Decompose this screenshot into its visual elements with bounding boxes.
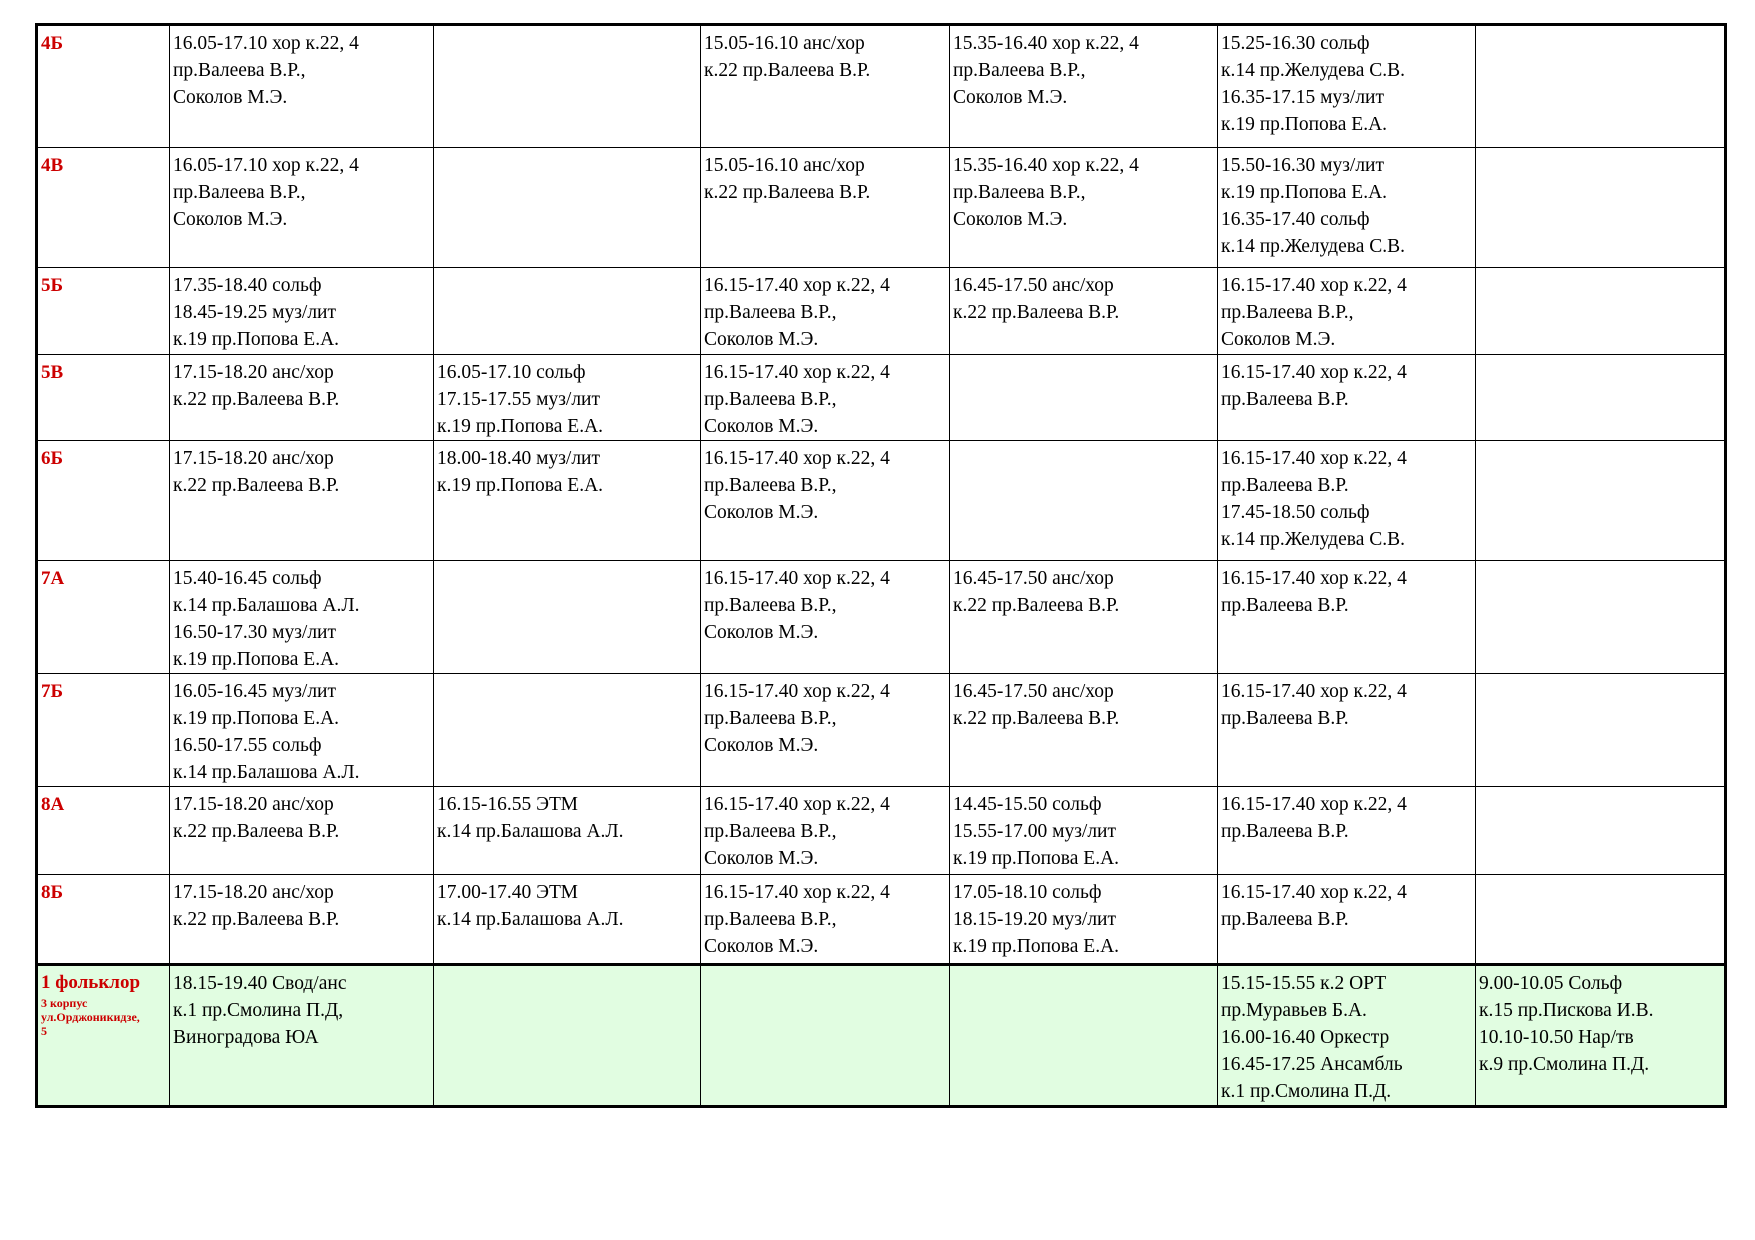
lesson-line: к.22 пр.Валеева В.Р. — [173, 909, 340, 930]
lesson-line: к.19 пр.Попова Е.А. — [953, 848, 1120, 869]
schedule-cell — [1218, 787, 1476, 875]
folklore-row — [37, 965, 1726, 1107]
schedule-cell — [1218, 561, 1476, 674]
schedule-cell — [950, 355, 1218, 441]
lesson-line: 17.15-18.20 анс/хор — [173, 448, 334, 469]
lesson-line: 16.15-17.40 хор к.22, 4 — [704, 794, 890, 815]
lesson-line: 15.05-16.10 анс/хор — [704, 155, 865, 176]
lesson-line: Соколов М.Э. — [173, 209, 288, 230]
lesson-line: 17.15-17.55 муз/лит — [437, 389, 601, 410]
lesson-line: 16.35-17.40 сольф — [1221, 209, 1370, 230]
lesson-line: 16.15-17.40 хор к.22, 4 — [1221, 448, 1407, 469]
folklore-cell — [1476, 965, 1726, 1107]
schedule-cell — [170, 561, 434, 674]
schedule-cell — [434, 268, 701, 355]
lesson-line: 16.00-16.40 Оркестр — [1221, 1027, 1390, 1048]
lesson-line: 17.15-18.20 анс/хор — [173, 362, 334, 383]
lesson-line: к.19 пр.Попова Е.А. — [173, 708, 340, 729]
lesson-line: Соколов М.Э. — [704, 502, 819, 523]
schedule-cell — [170, 674, 434, 787]
lesson-line: Соколов М.Э. — [704, 622, 819, 643]
lesson-line: к.22 пр.Валеева В.Р. — [704, 182, 871, 203]
lesson-line: пр.Валеева В.Р., — [704, 595, 837, 616]
lesson-line: пр.Валеева В.Р. — [1221, 595, 1349, 616]
lesson-line: 15.35-16.40 хор к.22, 4 — [953, 155, 1139, 176]
group-label: 4Б — [37, 25, 170, 148]
lesson-line: 16.05-16.45 муз/лит — [173, 681, 337, 702]
schedule-cell — [950, 787, 1218, 875]
schedule-cell — [1218, 148, 1476, 268]
group-label: 5Б — [37, 268, 170, 355]
schedule-cell — [950, 561, 1218, 674]
folklore-street: ул.Орджоникидзе, — [41, 1010, 140, 1024]
lesson-line: 15.15-15.55 к.2 ОРТ — [1221, 973, 1387, 994]
lesson-line: 16.15-17.40 хор к.22, 4 — [1221, 568, 1407, 589]
schedule-cell — [701, 268, 950, 355]
folklore-cell — [170, 965, 434, 1107]
lesson-line: 16.50-17.30 муз/лит — [173, 622, 337, 643]
lesson-line: к.14 пр.Балашова А.Л. — [173, 762, 360, 783]
group-label: 7Б — [37, 674, 170, 787]
lesson-line: 16.45-17.50 анс/хор — [953, 275, 1114, 296]
schedule-cell — [1476, 441, 1726, 561]
schedule-row — [37, 674, 1726, 787]
lesson-line: к.19 пр.Попова Е.А. — [173, 649, 340, 670]
schedule-cell — [434, 787, 701, 875]
lesson-line: 16.45-17.25 Ансамбль — [1221, 1054, 1403, 1075]
lesson-line: к.14 пр.Балашова А.Л. — [173, 595, 360, 616]
schedule-cell — [434, 355, 701, 441]
lesson-line: к.1 пр.Смолина П.Д, — [173, 1000, 344, 1021]
schedule-row — [37, 148, 1726, 268]
lesson-line: Соколов М.Э. — [704, 735, 819, 756]
lesson-line: 18.00-18.40 муз/лит — [437, 448, 601, 469]
lesson-line: 18.15-19.20 муз/лит — [953, 909, 1117, 930]
lesson-line: 17.00-17.40 ЭТМ — [437, 882, 578, 903]
lesson-line: Соколов М.Э. — [704, 416, 819, 437]
folklore-cell — [434, 965, 701, 1107]
lesson-line: к.9 пр.Смолина П.Д. — [1479, 1054, 1650, 1075]
lesson-line: 16.15-17.40 хор к.22, 4 — [704, 568, 890, 589]
schedule-cell — [170, 355, 434, 441]
lesson-line: 15.40-16.45 сольф — [173, 568, 322, 589]
lesson-line: пр.Валеева В.Р., — [1221, 302, 1354, 323]
lesson-line: Соколов М.Э. — [1221, 329, 1336, 350]
lesson-line: 9.00-10.05 Сольф — [1479, 973, 1623, 994]
lesson-line: к.19 пр.Попова Е.А. — [1221, 114, 1388, 135]
lesson-line: 15.35-16.40 хор к.22, 4 — [953, 33, 1139, 54]
lesson-line: к.22 пр.Валеева В.Р. — [173, 389, 340, 410]
lesson-line: пр.Валеева В.Р., — [704, 389, 837, 410]
schedule-cell — [701, 441, 950, 561]
lesson-line: 17.05-18.10 сольф — [953, 882, 1102, 903]
schedule-cell — [950, 441, 1218, 561]
lesson-line: пр.Валеева В.Р. — [1221, 821, 1349, 842]
lesson-line: 16.15-17.40 хор к.22, 4 — [704, 448, 890, 469]
lesson-line: 16.45-17.50 анс/хор — [953, 568, 1114, 589]
lesson-line: Соколов М.Э. — [173, 87, 288, 108]
lesson-line: к.19 пр.Попова Е.А. — [173, 329, 340, 350]
lesson-line: к.15 пр.Пискова И.В. — [1479, 1000, 1654, 1021]
schedule-cell — [434, 561, 701, 674]
lesson-line: пр.Валеева В.Р. — [1221, 389, 1349, 410]
schedule-cell — [701, 787, 950, 875]
group-label: 8Б — [37, 875, 170, 965]
lesson-line: пр.Валеева В.Р., — [704, 909, 837, 930]
schedule-cell — [434, 25, 701, 148]
lesson-line: 16.15-17.40 хор к.22, 4 — [704, 882, 890, 903]
lesson-line: к.22 пр.Валеева В.Р. — [704, 60, 871, 81]
lesson-line: к.19 пр.Попова Е.А. — [953, 936, 1120, 957]
schedule-row — [37, 268, 1726, 355]
lesson-line: Соколов М.Э. — [953, 87, 1068, 108]
schedule-cell — [1476, 355, 1726, 441]
lesson-line: 10.10-10.50 Нар/тв — [1479, 1027, 1634, 1048]
lesson-line: Виноградова ЮА — [173, 1027, 319, 1048]
lesson-line: пр.Валеева В.Р., — [704, 821, 837, 842]
lesson-line: Соколов М.Э. — [953, 209, 1068, 230]
lesson-line: к.14 пр.Желудева С.В. — [1221, 529, 1405, 550]
schedule-cell — [701, 561, 950, 674]
lesson-line: 16.05-17.10 сольф — [437, 362, 586, 383]
lesson-line: 17.15-18.20 анс/хор — [173, 882, 334, 903]
lesson-line: Соколов М.Э. — [704, 329, 819, 350]
schedule-cell — [1476, 268, 1726, 355]
lesson-line: 16.45-17.50 анс/хор — [953, 681, 1114, 702]
schedule-cell — [170, 441, 434, 561]
schedule-row — [37, 561, 1726, 674]
lesson-line: 16.15-17.40 хор к.22, 4 — [704, 362, 890, 383]
schedule-cell — [170, 268, 434, 355]
lesson-line: 16.15-17.40 хор к.22, 4 — [704, 681, 890, 702]
schedule-row — [37, 25, 1726, 148]
folklore-group-cell — [37, 965, 170, 1107]
lesson-line: пр.Валеева В.Р. — [1221, 475, 1349, 496]
folklore-cell — [1218, 965, 1476, 1107]
lesson-line: 16.15-16.55 ЭТМ — [437, 794, 578, 815]
schedule-cell — [170, 25, 434, 148]
lesson-line: к.22 пр.Валеева В.Р. — [173, 475, 340, 496]
lesson-line: 17.45-18.50 сольф — [1221, 502, 1370, 523]
lesson-line: 15.55-17.00 муз/лит — [953, 821, 1117, 842]
lesson-line: пр.Валеева В.Р., — [173, 182, 306, 203]
schedule-cell — [1218, 674, 1476, 787]
lesson-line: пр.Валеева В.Р. — [1221, 708, 1349, 729]
schedule-row — [37, 441, 1726, 561]
group-label: 7А — [37, 561, 170, 674]
lesson-line: 16.15-17.40 хор к.22, 4 — [1221, 681, 1407, 702]
group-label: 6Б — [37, 441, 170, 561]
lesson-line: 16.05-17.10 хор к.22, 4 — [173, 155, 359, 176]
schedule-row — [37, 875, 1726, 965]
schedule-cell — [1218, 268, 1476, 355]
lesson-line: 17.35-18.40 сольф — [173, 275, 322, 296]
schedule-cell — [950, 268, 1218, 355]
lesson-line: к.14 пр.Балашова А.Л. — [437, 821, 624, 842]
schedule-cell — [950, 148, 1218, 268]
lesson-line: к.22 пр.Валеева В.Р. — [953, 708, 1120, 729]
schedule-cell — [1476, 875, 1726, 965]
schedule-cell — [1476, 561, 1726, 674]
lesson-line: к.22 пр.Валеева В.Р. — [953, 302, 1120, 323]
lesson-line: к.19 пр.Попова Е.А. — [437, 416, 604, 437]
lesson-line: 18.45-19.25 муз/лит — [173, 302, 337, 323]
folklore-house-number: 5 — [41, 1024, 47, 1038]
schedule-cell — [170, 787, 434, 875]
lesson-line: 18.15-19.40 Свод/анс — [173, 973, 347, 994]
lesson-line: 14.45-15.50 сольф — [953, 794, 1102, 815]
schedule-cell — [701, 674, 950, 787]
lesson-line: 15.50-16.30 муз/лит — [1221, 155, 1385, 176]
schedule-cell — [170, 875, 434, 965]
schedule-cell — [701, 148, 950, 268]
schedule-cell — [170, 148, 434, 268]
schedule-cell — [434, 441, 701, 561]
lesson-line: 15.25-16.30 сольф — [1221, 33, 1370, 54]
folklore-cell — [950, 965, 1218, 1107]
lesson-line: к.14 пр.Желудева С.В. — [1221, 60, 1405, 81]
schedule-cell — [950, 674, 1218, 787]
group-label: 5В — [37, 355, 170, 441]
schedule-cell — [434, 674, 701, 787]
lesson-line: пр.Муравьев Б.А. — [1221, 1000, 1367, 1021]
folklore-building: 3 корпус — [41, 996, 88, 1010]
schedule-cell — [1218, 441, 1476, 561]
lesson-line: 16.35-17.15 муз/лит — [1221, 87, 1385, 108]
group-label: 4В — [37, 148, 170, 268]
group-label: 8А — [37, 787, 170, 875]
lesson-line: пр.Валеева В.Р., — [704, 475, 837, 496]
lesson-line: к.22 пр.Валеева В.Р. — [953, 595, 1120, 616]
schedule-cell — [1218, 25, 1476, 148]
lesson-line: 16.15-17.40 хор к.22, 4 — [1221, 794, 1407, 815]
schedule-cell — [701, 875, 950, 965]
lesson-line: пр.Валеева В.Р., — [704, 708, 837, 729]
lesson-line: к.14 пр.Балашова А.Л. — [437, 909, 624, 930]
lesson-line: к.19 пр.Попова Е.А. — [437, 475, 604, 496]
schedule-body — [37, 25, 1726, 1107]
folklore-cell — [701, 965, 950, 1107]
schedule-row — [37, 787, 1726, 875]
schedule-cell — [950, 25, 1218, 148]
lesson-line: Соколов М.Э. — [704, 848, 819, 869]
schedule-cell — [434, 148, 701, 268]
lesson-line: к.14 пр.Желудева С.В. — [1221, 236, 1405, 257]
lesson-line: 16.15-17.40 хор к.22, 4 — [1221, 882, 1407, 903]
schedule-table — [35, 23, 1727, 1108]
lesson-line: пр.Валеева В.Р. — [1221, 909, 1349, 930]
schedule-cell — [1218, 355, 1476, 441]
schedule-row — [37, 355, 1726, 441]
schedule-cell — [434, 875, 701, 965]
schedule-cell — [1476, 674, 1726, 787]
lesson-line: к.19 пр.Попова Е.А. — [1221, 182, 1388, 203]
lesson-line: 16.15-17.40 хор к.22, 4 — [1221, 362, 1407, 383]
schedule-cell — [1476, 787, 1726, 875]
lesson-line: 15.05-16.10 анс/хор — [704, 33, 865, 54]
lesson-line: 16.15-17.40 хор к.22, 4 — [704, 275, 890, 296]
schedule-cell — [1476, 25, 1726, 148]
lesson-line: пр.Валеева В.Р., — [953, 60, 1086, 81]
schedule-cell — [1476, 148, 1726, 268]
schedule-cell — [1218, 875, 1476, 965]
lesson-line: 16.50-17.55 сольф — [173, 735, 322, 756]
lesson-line: Соколов М.Э. — [704, 936, 819, 957]
lesson-line: к.22 пр.Валеева В.Р. — [173, 821, 340, 842]
schedule-cell — [701, 355, 950, 441]
lesson-line: 16.05-17.10 хор к.22, 4 — [173, 33, 359, 54]
lesson-line: 16.15-17.40 хор к.22, 4 — [1221, 275, 1407, 296]
lesson-line: пр.Валеева В.Р., — [704, 302, 837, 323]
folklore-group-name: 1 фольклор — [41, 972, 141, 993]
schedule-cell — [701, 25, 950, 148]
schedule-cell — [950, 875, 1218, 965]
lesson-line: пр.Валеева В.Р., — [173, 60, 306, 81]
lesson-line: к.1 пр.Смолина П.Д. — [1221, 1081, 1392, 1102]
lesson-line: 17.15-18.20 анс/хор — [173, 794, 334, 815]
lesson-line: пр.Валеева В.Р., — [953, 182, 1086, 203]
